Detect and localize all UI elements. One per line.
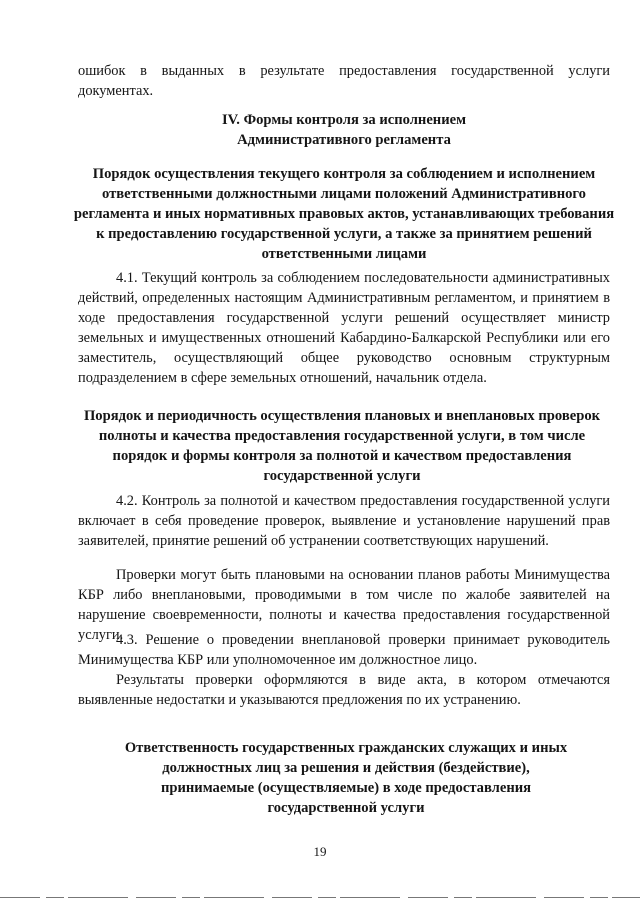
subheading-responsibility: Ответственность государственных гражданских служащих и иных должностных лиц за решения и действия (бездействие), принимаемые (осуществляемые) в ходе предоставления государственной услуги: [124, 740, 568, 816]
subheading-inspections: Порядок и периодичность осуществления плановых и внеплановых проверок полноты и качества предоставления государственной услуги, в том числе порядок и формы контроля за полнотой и качеством предоставления государственной услуги: [83, 408, 601, 484]
paragraph-results: Результаты проверки оформляются в виде акта, в котором отмечаются выявленные недостатки и указываются предложения по их устранению.: [78, 672, 610, 708]
paragraph-4-2: 4.2. Контроль за полнотой и качеством предоставления государственной услуги включает в себя проведение проверок, выявление и установление нарушений прав заявителей, принятие решений об устранении соответствующих нарушений.: [78, 493, 610, 549]
scan-edge-line: [0, 896, 640, 899]
subheading-current-control: Порядок осуществления текущего контроля за соблюдением и исполнением ответственными должностными лицами положений Административного регламента и иных нормативных правовых актов, устанавливающих требования к предоставлению государственной услуги, а также за принятием решений ответственными лицами: [73, 166, 615, 262]
paragraph-4-3: 4.3. Решение о проведении внеплановой проверки принимает руководитель Минимущества КБР или уполномоченное им должностное лицо.: [78, 632, 610, 668]
paragraph-checks: Проверки могут быть плановыми на основании планов работы Минимущества КБР либо внеплановыми, проводимыми в том числе по жалобе заявителей на нарушение своевременности, полноты и качества предоставления государственной услуги.: [78, 567, 610, 643]
section-title: IV. Формы контроля за исполнением Административного регламента: [221, 112, 467, 148]
paragraph-4-1: 4.1. Текущий контроль за соблюдением последовательности административных действий, определенных настоящим Административным регламентом, и принятием в ходе предоставления государственной услуги решений осуществляет министр земельных и имущественных отношений Кабардино-Балкарской Республики или его заместитель, осуществляющий общее руководство основным структурным подразделением в сфере земельных отношений, начальник отдела.: [78, 270, 610, 386]
intro-paragraph: ошибок в выданных в результате предоставления государственной услуги документах.: [78, 63, 610, 99]
page-number: 19: [313, 844, 327, 859]
